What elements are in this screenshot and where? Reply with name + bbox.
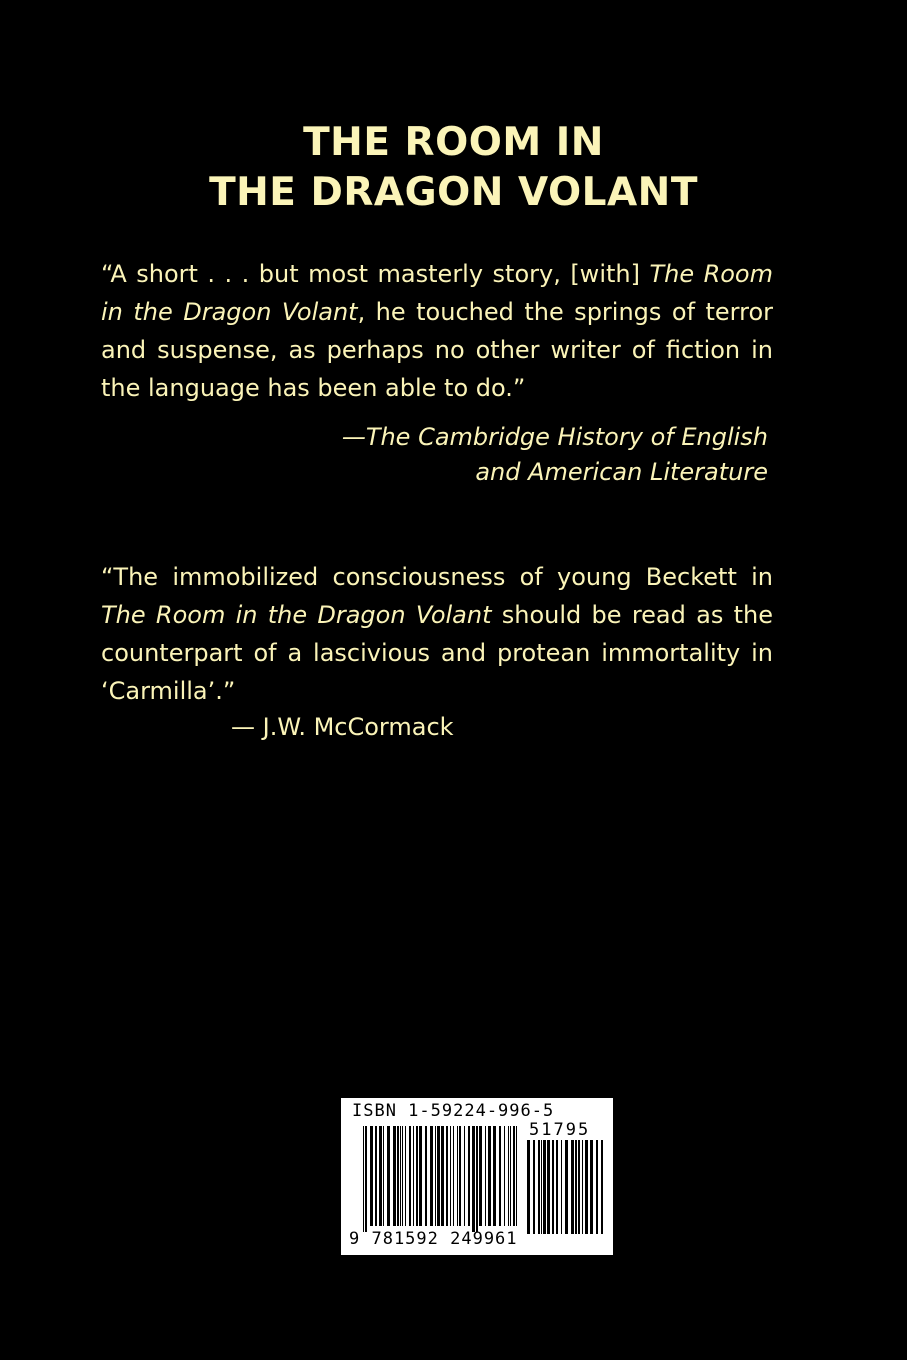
- quote-2-book-title: The Room in the Dragon Volant: [101, 601, 492, 629]
- barcode-bar: [363, 1126, 364, 1232]
- barcode-bar: [541, 1140, 542, 1234]
- barcode-bar: [601, 1140, 603, 1234]
- title-line-2: THE DRAGON VOLANT: [209, 170, 698, 215]
- barcode-bar: [499, 1126, 501, 1226]
- barcode-bar: [533, 1140, 535, 1234]
- barcode-bar: [402, 1126, 403, 1226]
- barcode-bar: [575, 1140, 577, 1234]
- book-title: [0, 118, 907, 218]
- barcode-bar: [441, 1126, 444, 1226]
- barcode-bar: [457, 1126, 458, 1226]
- barcode-bar: [510, 1126, 511, 1226]
- isbn-number: ISBN 1-59224-996-5: [352, 1101, 555, 1121]
- title-line-1: THE ROOM IN: [303, 120, 604, 165]
- barcode-bar: [561, 1140, 562, 1234]
- barcode-bar: [365, 1126, 367, 1232]
- barcode-bar: [571, 1140, 574, 1234]
- barcode-bar: [383, 1126, 384, 1226]
- barcode-bar: [493, 1126, 496, 1226]
- barcode-bar: [485, 1126, 486, 1226]
- quote-1-text-start: “A short . . . but most masterly story, [with]: [101, 260, 650, 288]
- barcode-bar: [565, 1140, 568, 1234]
- barcode-bar: [419, 1126, 422, 1226]
- barcode-bar: [516, 1126, 517, 1226]
- barcode-bar: [430, 1126, 433, 1226]
- barcode-bar: [397, 1126, 399, 1226]
- barcode-bar: [413, 1126, 414, 1226]
- quote-1-attribution-line-1: —The Cambridge History of English: [341, 423, 768, 451]
- barcode-bar: [468, 1126, 470, 1226]
- barcode-bar: [552, 1140, 554, 1234]
- barcode-bar: [409, 1126, 411, 1226]
- barcode-bar: [504, 1126, 505, 1226]
- barcode-bar: [425, 1126, 427, 1226]
- quote-1-text-end: , he touched the springs of terror and suspense, as perhaps no other writer of fiction in the language has been able to do.”: [101, 298, 774, 402]
- barcode-bar: [547, 1140, 550, 1234]
- quote-2-attribution: — J.W. McCormack: [231, 713, 454, 741]
- barcode-bar: [400, 1126, 401, 1226]
- barcode-bar: [435, 1126, 436, 1226]
- barcode-bar: [472, 1126, 475, 1232]
- barcode-bar: [556, 1140, 558, 1234]
- barcode-bar: [379, 1126, 382, 1226]
- barcode-bar: [527, 1140, 530, 1234]
- isbn-barcode: [341, 1098, 613, 1255]
- barcode-bar: [387, 1126, 390, 1226]
- barcode-bar: [393, 1126, 396, 1226]
- barcode-bar: [538, 1140, 540, 1234]
- barcode-bar: [459, 1126, 461, 1226]
- barcode-bar: [370, 1126, 373, 1226]
- quote-1-attribution-line-2: and American Literature: [475, 458, 768, 486]
- barcode-bar: [578, 1140, 580, 1234]
- barcode-bar: [590, 1140, 593, 1234]
- barcode-bar: [437, 1126, 440, 1226]
- barcode-bar: [596, 1140, 598, 1234]
- ean-digits: 9 781592 249961: [349, 1229, 518, 1249]
- barcode-bar: [375, 1126, 377, 1226]
- barcode-bar: [585, 1140, 588, 1234]
- price-code: 51795: [529, 1120, 591, 1140]
- barcode-bar: [508, 1126, 509, 1226]
- barcode-bar: [543, 1140, 546, 1234]
- quote-2-text-start: “The immobilized consciousness of young Beckett in: [101, 563, 773, 591]
- review-quote-1: [101, 255, 773, 407]
- barcode-bar: [479, 1126, 482, 1226]
- barcode-bar: [405, 1126, 406, 1226]
- barcode-bar: [453, 1126, 454, 1226]
- quote-2-text-end: should be read as the counterpart of a lascivious and protean immortality in ‘Carmilla’.”: [101, 601, 773, 705]
- review-quote-2: [101, 558, 773, 710]
- quote-1-book-title: The Room in the Dragon Volant: [101, 260, 773, 326]
- barcode-bar: [582, 1140, 583, 1234]
- barcode-bar: [513, 1126, 515, 1226]
- barcode-bar: [488, 1126, 491, 1226]
- quote-1-attribution: [268, 420, 768, 490]
- barcode-bar: [450, 1126, 451, 1226]
- barcode-bar: [446, 1126, 448, 1226]
- barcode-bar: [416, 1126, 418, 1226]
- barcode-bar: [464, 1126, 465, 1226]
- barcode-bar: [476, 1126, 478, 1232]
